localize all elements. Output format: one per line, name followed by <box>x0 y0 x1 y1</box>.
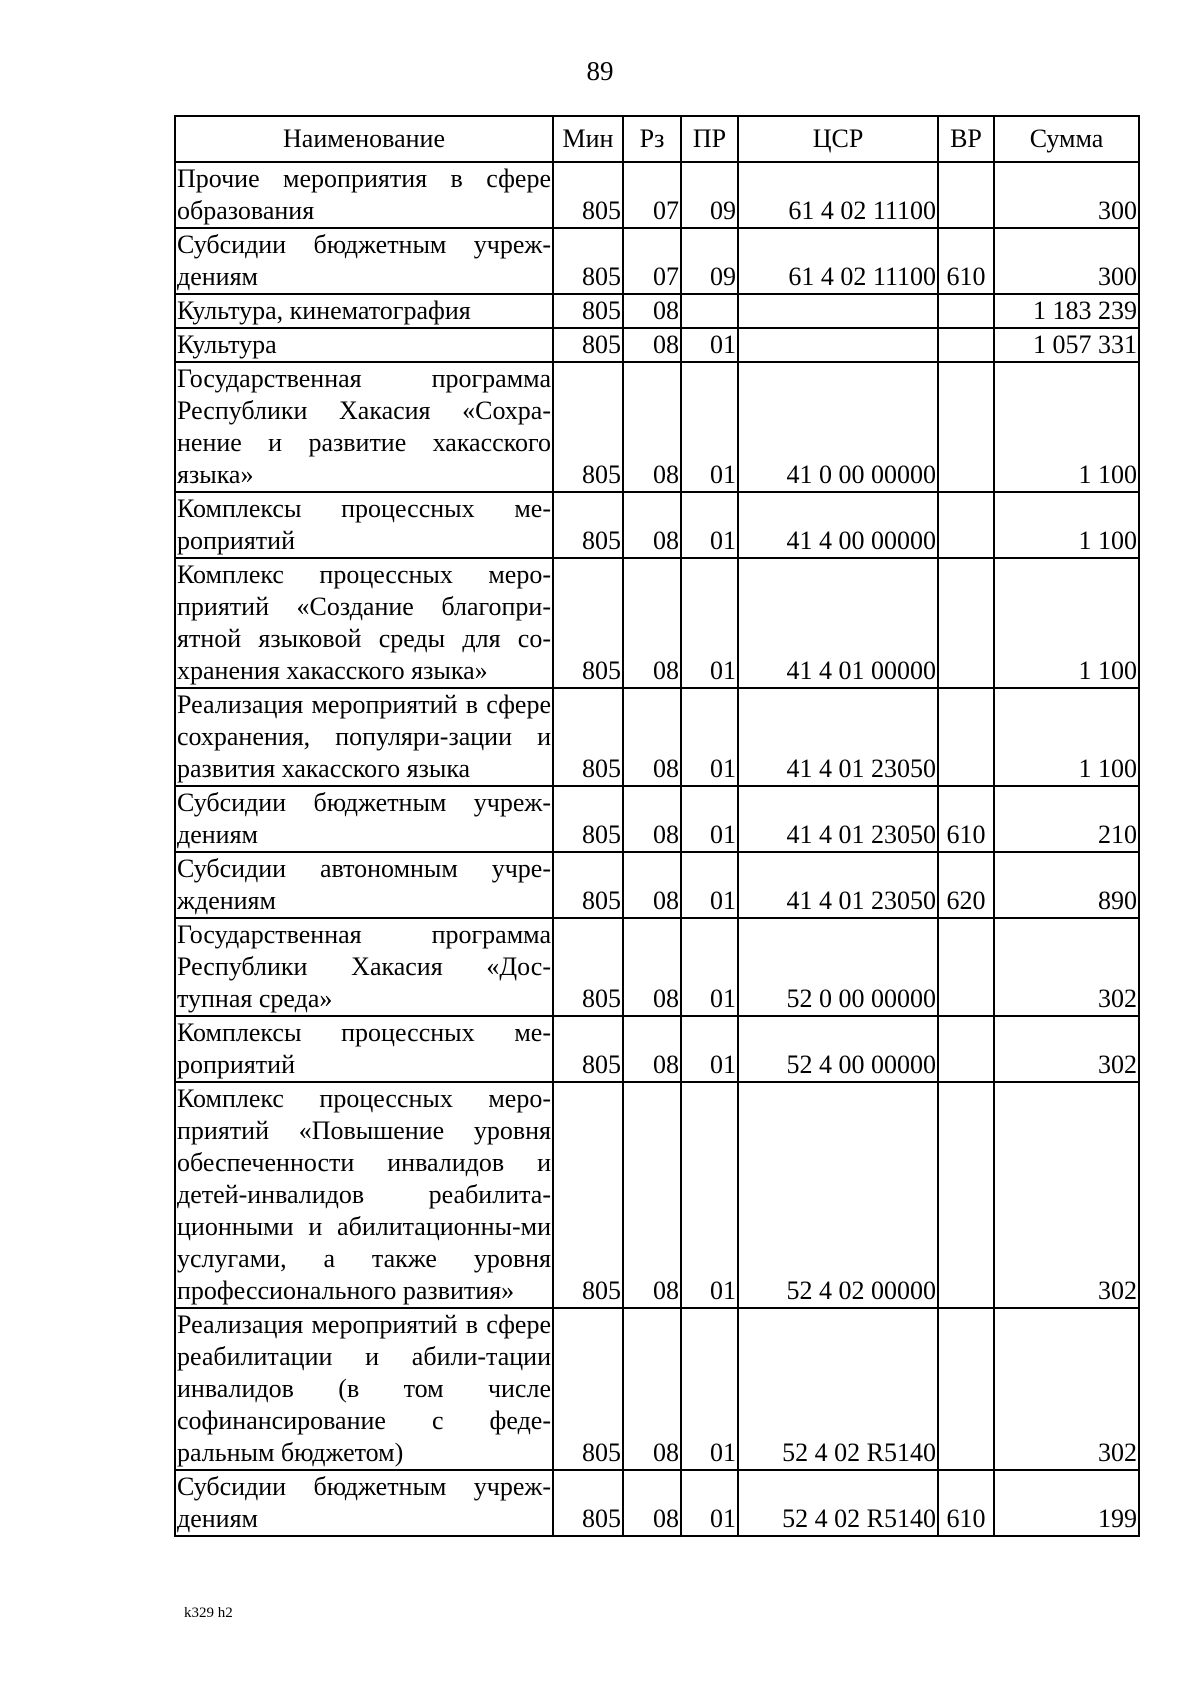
cell-min: 805 <box>553 786 623 852</box>
cell-name: Субсидии бюджетным учреж-дениям <box>175 786 553 852</box>
cell-pr: 01 <box>681 1082 738 1308</box>
cell-pr: 01 <box>681 492 738 558</box>
cell-pr: 01 <box>681 362 738 492</box>
header-csr: ЦСР <box>738 116 938 162</box>
cell-min: 805 <box>553 492 623 558</box>
cell-vr <box>938 362 994 492</box>
cell-min: 805 <box>553 688 623 786</box>
cell-sum: 199 <box>994 1470 1139 1536</box>
cell-rz: 08 <box>623 1082 681 1308</box>
cell-rz: 08 <box>623 1470 681 1536</box>
cell-pr: 01 <box>681 1470 738 1536</box>
cell-csr <box>738 294 938 328</box>
table-row <box>175 558 1139 688</box>
cell-csr: 52 4 02 R5140 <box>738 1470 938 1536</box>
cell-sum: 302 <box>994 918 1139 1016</box>
cell-vr <box>938 918 994 1016</box>
cell-min: 805 <box>553 852 623 918</box>
cell-name: Культура, кинематография <box>175 294 553 328</box>
cell-rz: 08 <box>623 294 681 328</box>
cell-name: Комплексы процессных ме-роприятий <box>175 492 553 558</box>
cell-vr: 610 <box>938 786 994 852</box>
cell-rz: 08 <box>623 328 681 362</box>
cell-vr: 620 <box>938 852 994 918</box>
cell-csr: 52 4 02 00000 <box>738 1082 938 1308</box>
table-row <box>175 228 1139 294</box>
cell-name: Государственная программа Республики Хакасия «Сохра-нение и развитие хакасского языка» <box>175 362 553 492</box>
table-header-row <box>175 116 1139 162</box>
cell-rz: 07 <box>623 162 681 228</box>
cell-pr: 01 <box>681 1308 738 1470</box>
cell-pr: 01 <box>681 688 738 786</box>
cell-rz: 08 <box>623 852 681 918</box>
cell-name: Комплексы процессных ме-роприятий <box>175 1016 553 1082</box>
cell-vr <box>938 294 994 328</box>
cell-vr <box>938 1082 994 1308</box>
cell-csr: 41 4 00 00000 <box>738 492 938 558</box>
cell-rz: 08 <box>623 558 681 688</box>
cell-vr <box>938 1308 994 1470</box>
cell-name: Реализация мероприятий в сфере сохранения, популяри-зации и развития хакасского языка <box>175 688 553 786</box>
cell-min: 805 <box>553 362 623 492</box>
table-row <box>175 918 1139 1016</box>
cell-pr: 09 <box>681 228 738 294</box>
cell-rz: 08 <box>623 786 681 852</box>
cell-name: Комплекс процессных меро-приятий «Создание благопри-ятной языковой среды для со-хранения хакасского языка» <box>175 558 553 688</box>
budget-table <box>174 115 1140 1537</box>
table-row <box>175 852 1139 918</box>
table-row <box>175 1082 1139 1308</box>
cell-rz: 08 <box>623 918 681 1016</box>
cell-pr: 01 <box>681 852 738 918</box>
cell-csr: 52 4 00 00000 <box>738 1016 938 1082</box>
cell-sum: 1 183 239 <box>994 294 1139 328</box>
header-vr: ВР <box>938 116 994 162</box>
cell-pr: 01 <box>681 1016 738 1082</box>
cell-sum: 210 <box>994 786 1139 852</box>
cell-rz: 08 <box>623 492 681 558</box>
cell-min: 805 <box>553 1016 623 1082</box>
table-row <box>175 1016 1139 1082</box>
cell-name: Субсидии бюджетным учреж-дениям <box>175 228 553 294</box>
cell-sum: 300 <box>994 228 1139 294</box>
cell-min: 805 <box>553 328 623 362</box>
table-row <box>175 492 1139 558</box>
footer-code: k329 h2 <box>184 1605 233 1621</box>
cell-rz: 08 <box>623 362 681 492</box>
cell-vr <box>938 1016 994 1082</box>
cell-sum: 1 057 331 <box>994 328 1139 362</box>
cell-csr <box>738 328 938 362</box>
cell-min: 805 <box>553 1470 623 1536</box>
page-number: 89 <box>586 56 614 86</box>
cell-csr: 61 4 02 11100 <box>738 228 938 294</box>
cell-vr: 610 <box>938 1470 994 1536</box>
cell-name: Государственная программа Республики Хакасия «Дос-тупная среда» <box>175 918 553 1016</box>
cell-vr <box>938 492 994 558</box>
cell-name: Реализация мероприятий в сфере реабилитации и абили-тации инвалидов (в том числе софинансирование с феде-ральным бюджетом) <box>175 1308 553 1470</box>
cell-sum: 302 <box>994 1016 1139 1082</box>
cell-csr: 41 4 01 23050 <box>738 786 938 852</box>
header-pr: ПР <box>681 116 738 162</box>
cell-name: Культура <box>175 328 553 362</box>
cell-csr: 52 4 02 R5140 <box>738 1308 938 1470</box>
table-row <box>175 786 1139 852</box>
cell-sum: 300 <box>994 162 1139 228</box>
cell-vr <box>938 688 994 786</box>
cell-csr: 41 4 01 23050 <box>738 688 938 786</box>
cell-csr: 41 0 00 00000 <box>738 362 938 492</box>
table-row <box>175 1308 1139 1470</box>
table-body <box>175 162 1139 1536</box>
cell-min: 805 <box>553 294 623 328</box>
cell-csr: 41 4 01 00000 <box>738 558 938 688</box>
table-row <box>175 162 1139 228</box>
cell-sum: 1 100 <box>994 492 1139 558</box>
cell-pr: 01 <box>681 328 738 362</box>
cell-rz: 08 <box>623 688 681 786</box>
cell-name: Прочие мероприятия в сфере образования <box>175 162 553 228</box>
cell-sum: 302 <box>994 1308 1139 1470</box>
cell-pr: 01 <box>681 786 738 852</box>
header-min: Мин <box>553 116 623 162</box>
cell-min: 805 <box>553 918 623 1016</box>
cell-pr: 01 <box>681 558 738 688</box>
header-name: Наименование <box>175 116 553 162</box>
cell-sum: 1 100 <box>994 688 1139 786</box>
header-rz: Рз <box>623 116 681 162</box>
cell-min: 805 <box>553 228 623 294</box>
cell-sum: 890 <box>994 852 1139 918</box>
table-row <box>175 688 1139 786</box>
cell-name: Субсидии бюджетным учреж-дениям <box>175 1470 553 1536</box>
cell-min: 805 <box>553 162 623 228</box>
header-sum: Сумма <box>994 116 1139 162</box>
cell-name: Субсидии автономным учре-ждениям <box>175 852 553 918</box>
cell-sum: 1 100 <box>994 362 1139 492</box>
cell-name: Комплекс процессных меро-приятий «Повышение уровня обеспеченности инвалидов и детей-инвалидов реабилита-ционными и абилитационны-ми услугами, а также уровня профессионального развития» <box>175 1082 553 1308</box>
cell-sum: 302 <box>994 1082 1139 1308</box>
cell-pr <box>681 294 738 328</box>
cell-pr: 01 <box>681 918 738 1016</box>
cell-pr: 09 <box>681 162 738 228</box>
cell-min: 805 <box>553 1082 623 1308</box>
cell-vr <box>938 162 994 228</box>
cell-vr <box>938 328 994 362</box>
cell-rz: 07 <box>623 228 681 294</box>
table-row <box>175 362 1139 492</box>
cell-vr <box>938 558 994 688</box>
cell-rz: 08 <box>623 1308 681 1470</box>
cell-csr: 52 0 00 00000 <box>738 918 938 1016</box>
table-row <box>175 1470 1139 1536</box>
cell-csr: 41 4 01 23050 <box>738 852 938 918</box>
cell-csr: 61 4 02 11100 <box>738 162 938 228</box>
cell-rz: 08 <box>623 1016 681 1082</box>
table-row <box>175 294 1139 328</box>
cell-vr: 610 <box>938 228 994 294</box>
cell-min: 805 <box>553 558 623 688</box>
cell-sum: 1 100 <box>994 558 1139 688</box>
cell-min: 805 <box>553 1308 623 1470</box>
table-row <box>175 328 1139 362</box>
